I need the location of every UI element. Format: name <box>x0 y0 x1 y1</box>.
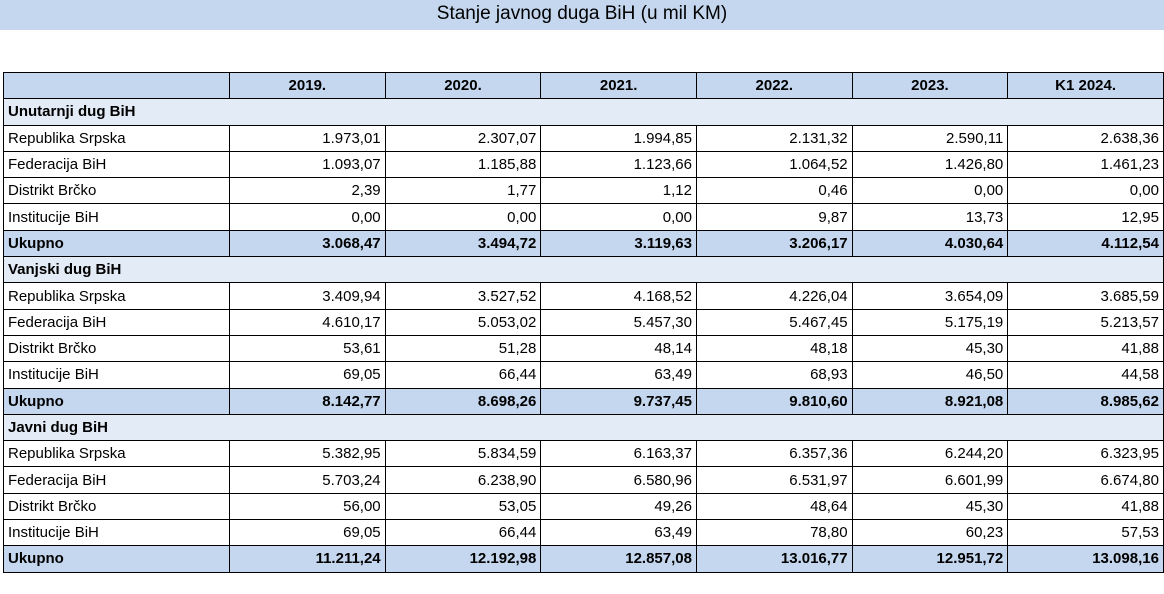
value-cell: 1.426,80 <box>852 151 1008 177</box>
value-cell: 1.994,85 <box>541 125 697 151</box>
total-value-cell: 12.951,72 <box>852 546 1008 572</box>
total-value-cell: 8.985,62 <box>1008 388 1164 414</box>
total-value-cell: 13.098,16 <box>1008 546 1164 572</box>
total-value-cell: 3.068,47 <box>230 230 386 256</box>
value-cell: 3.409,94 <box>230 283 386 309</box>
value-cell: 0,00 <box>852 178 1008 204</box>
row-label: Distrikt Brčko <box>4 335 230 361</box>
value-cell: 53,61 <box>230 335 386 361</box>
total-value-cell: 8.698,26 <box>385 388 541 414</box>
total-value-cell: 13.016,77 <box>696 546 852 572</box>
total-value-cell: 12.857,08 <box>541 546 697 572</box>
column-header: 2022. <box>696 73 852 99</box>
row-label: Republika Srpska <box>4 283 230 309</box>
row-label: Federacija BiH <box>4 467 230 493</box>
value-cell: 12,95 <box>1008 204 1164 230</box>
table-body <box>4 99 1164 572</box>
value-cell: 69,05 <box>230 520 386 546</box>
value-cell: 1.973,01 <box>230 125 386 151</box>
total-value-cell: 9.737,45 <box>541 388 697 414</box>
value-cell: 68,93 <box>696 362 852 388</box>
value-cell: 69,05 <box>230 362 386 388</box>
column-header: 2023. <box>852 73 1008 99</box>
value-cell: 57,53 <box>1008 520 1164 546</box>
row-label: Institucije BiH <box>4 204 230 230</box>
value-cell: 2.590,11 <box>852 125 1008 151</box>
total-value-cell: 9.810,60 <box>696 388 852 414</box>
header-label-cell <box>4 73 230 99</box>
section-title: Vanjski dug BiH <box>4 257 1164 283</box>
value-cell: 66,44 <box>385 520 541 546</box>
table-row <box>4 125 1164 151</box>
value-cell: 4.610,17 <box>230 309 386 335</box>
value-cell: 3.527,52 <box>385 283 541 309</box>
section-title: Unutarnji dug BiH <box>4 99 1164 125</box>
value-cell: 2.131,32 <box>696 125 852 151</box>
value-cell: 4.226,04 <box>696 283 852 309</box>
table-row <box>4 309 1164 335</box>
value-cell: 1.093,07 <box>230 151 386 177</box>
value-cell: 41,88 <box>1008 335 1164 361</box>
value-cell: 1.461,23 <box>1008 151 1164 177</box>
value-cell: 13,73 <box>852 204 1008 230</box>
row-label: Distrikt Brčko <box>4 493 230 519</box>
table-row <box>4 151 1164 177</box>
value-cell: 78,80 <box>696 520 852 546</box>
total-label: Ukupno <box>4 230 230 256</box>
value-cell: 66,44 <box>385 362 541 388</box>
value-cell: 60,23 <box>852 520 1008 546</box>
value-cell: 6.163,37 <box>541 441 697 467</box>
total-value-cell: 3.494,72 <box>385 230 541 256</box>
table-title: Stanje javnog duga BiH (u mil KM) <box>0 0 1164 30</box>
value-cell: 5.382,95 <box>230 441 386 467</box>
value-cell: 51,28 <box>385 335 541 361</box>
table-row <box>4 467 1164 493</box>
value-cell: 1,12 <box>541 178 697 204</box>
total-value-cell: 11.211,24 <box>230 546 386 572</box>
value-cell: 2,39 <box>230 178 386 204</box>
row-label: Republika Srpska <box>4 441 230 467</box>
value-cell: 6.244,20 <box>852 441 1008 467</box>
total-value-cell: 8.921,08 <box>852 388 1008 414</box>
column-header: 2019. <box>230 73 386 99</box>
value-cell: 46,50 <box>852 362 1008 388</box>
row-label: Institucije BiH <box>4 362 230 388</box>
value-cell: 48,14 <box>541 335 697 361</box>
table-row <box>4 283 1164 309</box>
value-cell: 5.834,59 <box>385 441 541 467</box>
table-row <box>4 441 1164 467</box>
table-row <box>4 335 1164 361</box>
section-title: Javni dug BiH <box>4 414 1164 440</box>
total-label: Ukupno <box>4 546 230 572</box>
value-cell: 5.457,30 <box>541 309 697 335</box>
section-header-row <box>4 414 1164 440</box>
value-cell: 6.601,99 <box>852 467 1008 493</box>
row-label: Institucije BiH <box>4 520 230 546</box>
total-label: Ukupno <box>4 388 230 414</box>
value-cell: 5.703,24 <box>230 467 386 493</box>
table-row <box>4 204 1164 230</box>
value-cell: 41,88 <box>1008 493 1164 519</box>
header-row <box>4 73 1164 99</box>
column-header: 2020. <box>385 73 541 99</box>
table-row <box>4 520 1164 546</box>
value-cell: 3.654,09 <box>852 283 1008 309</box>
value-cell: 5.213,57 <box>1008 309 1164 335</box>
value-cell: 4.168,52 <box>541 283 697 309</box>
value-cell: 49,26 <box>541 493 697 519</box>
value-cell: 45,30 <box>852 493 1008 519</box>
value-cell: 9,87 <box>696 204 852 230</box>
table-row <box>4 178 1164 204</box>
value-cell: 6.674,80 <box>1008 467 1164 493</box>
value-cell: 2.307,07 <box>385 125 541 151</box>
total-value-cell: 4.030,64 <box>852 230 1008 256</box>
row-label: Federacija BiH <box>4 309 230 335</box>
value-cell: 48,18 <box>696 335 852 361</box>
total-value-cell: 3.206,17 <box>696 230 852 256</box>
total-row <box>4 230 1164 256</box>
column-header: 2021. <box>541 73 697 99</box>
value-cell: 1.185,88 <box>385 151 541 177</box>
section-header-row <box>4 99 1164 125</box>
value-cell: 6.580,96 <box>541 467 697 493</box>
value-cell: 63,49 <box>541 520 697 546</box>
value-cell: 56,00 <box>230 493 386 519</box>
table-row <box>4 493 1164 519</box>
value-cell: 5.467,45 <box>696 309 852 335</box>
column-header: K1 2024. <box>1008 73 1164 99</box>
value-cell: 6.357,36 <box>696 441 852 467</box>
value-cell: 53,05 <box>385 493 541 519</box>
value-cell: 48,64 <box>696 493 852 519</box>
row-label: Federacija BiH <box>4 151 230 177</box>
value-cell: 0,00 <box>385 204 541 230</box>
total-value-cell: 8.142,77 <box>230 388 386 414</box>
total-value-cell: 12.192,98 <box>385 546 541 572</box>
public-debt-table <box>3 72 1164 573</box>
value-cell: 0,00 <box>1008 178 1164 204</box>
value-cell: 3.685,59 <box>1008 283 1164 309</box>
value-cell: 44,58 <box>1008 362 1164 388</box>
value-cell: 1.123,66 <box>541 151 697 177</box>
value-cell: 63,49 <box>541 362 697 388</box>
value-cell: 1,77 <box>385 178 541 204</box>
value-cell: 6.323,95 <box>1008 441 1164 467</box>
value-cell: 5.175,19 <box>852 309 1008 335</box>
section-header-row <box>4 257 1164 283</box>
value-cell: 0,00 <box>541 204 697 230</box>
value-cell: 0,46 <box>696 178 852 204</box>
total-value-cell: 3.119,63 <box>541 230 697 256</box>
total-row <box>4 388 1164 414</box>
value-cell: 6.531,97 <box>696 467 852 493</box>
row-label: Republika Srpska <box>4 125 230 151</box>
row-label: Distrikt Brčko <box>4 178 230 204</box>
value-cell: 1.064,52 <box>696 151 852 177</box>
total-value-cell: 4.112,54 <box>1008 230 1164 256</box>
value-cell: 45,30 <box>852 335 1008 361</box>
value-cell: 0,00 <box>230 204 386 230</box>
value-cell: 5.053,02 <box>385 309 541 335</box>
value-cell: 6.238,90 <box>385 467 541 493</box>
table-row <box>4 362 1164 388</box>
total-row <box>4 546 1164 572</box>
value-cell: 2.638,36 <box>1008 125 1164 151</box>
